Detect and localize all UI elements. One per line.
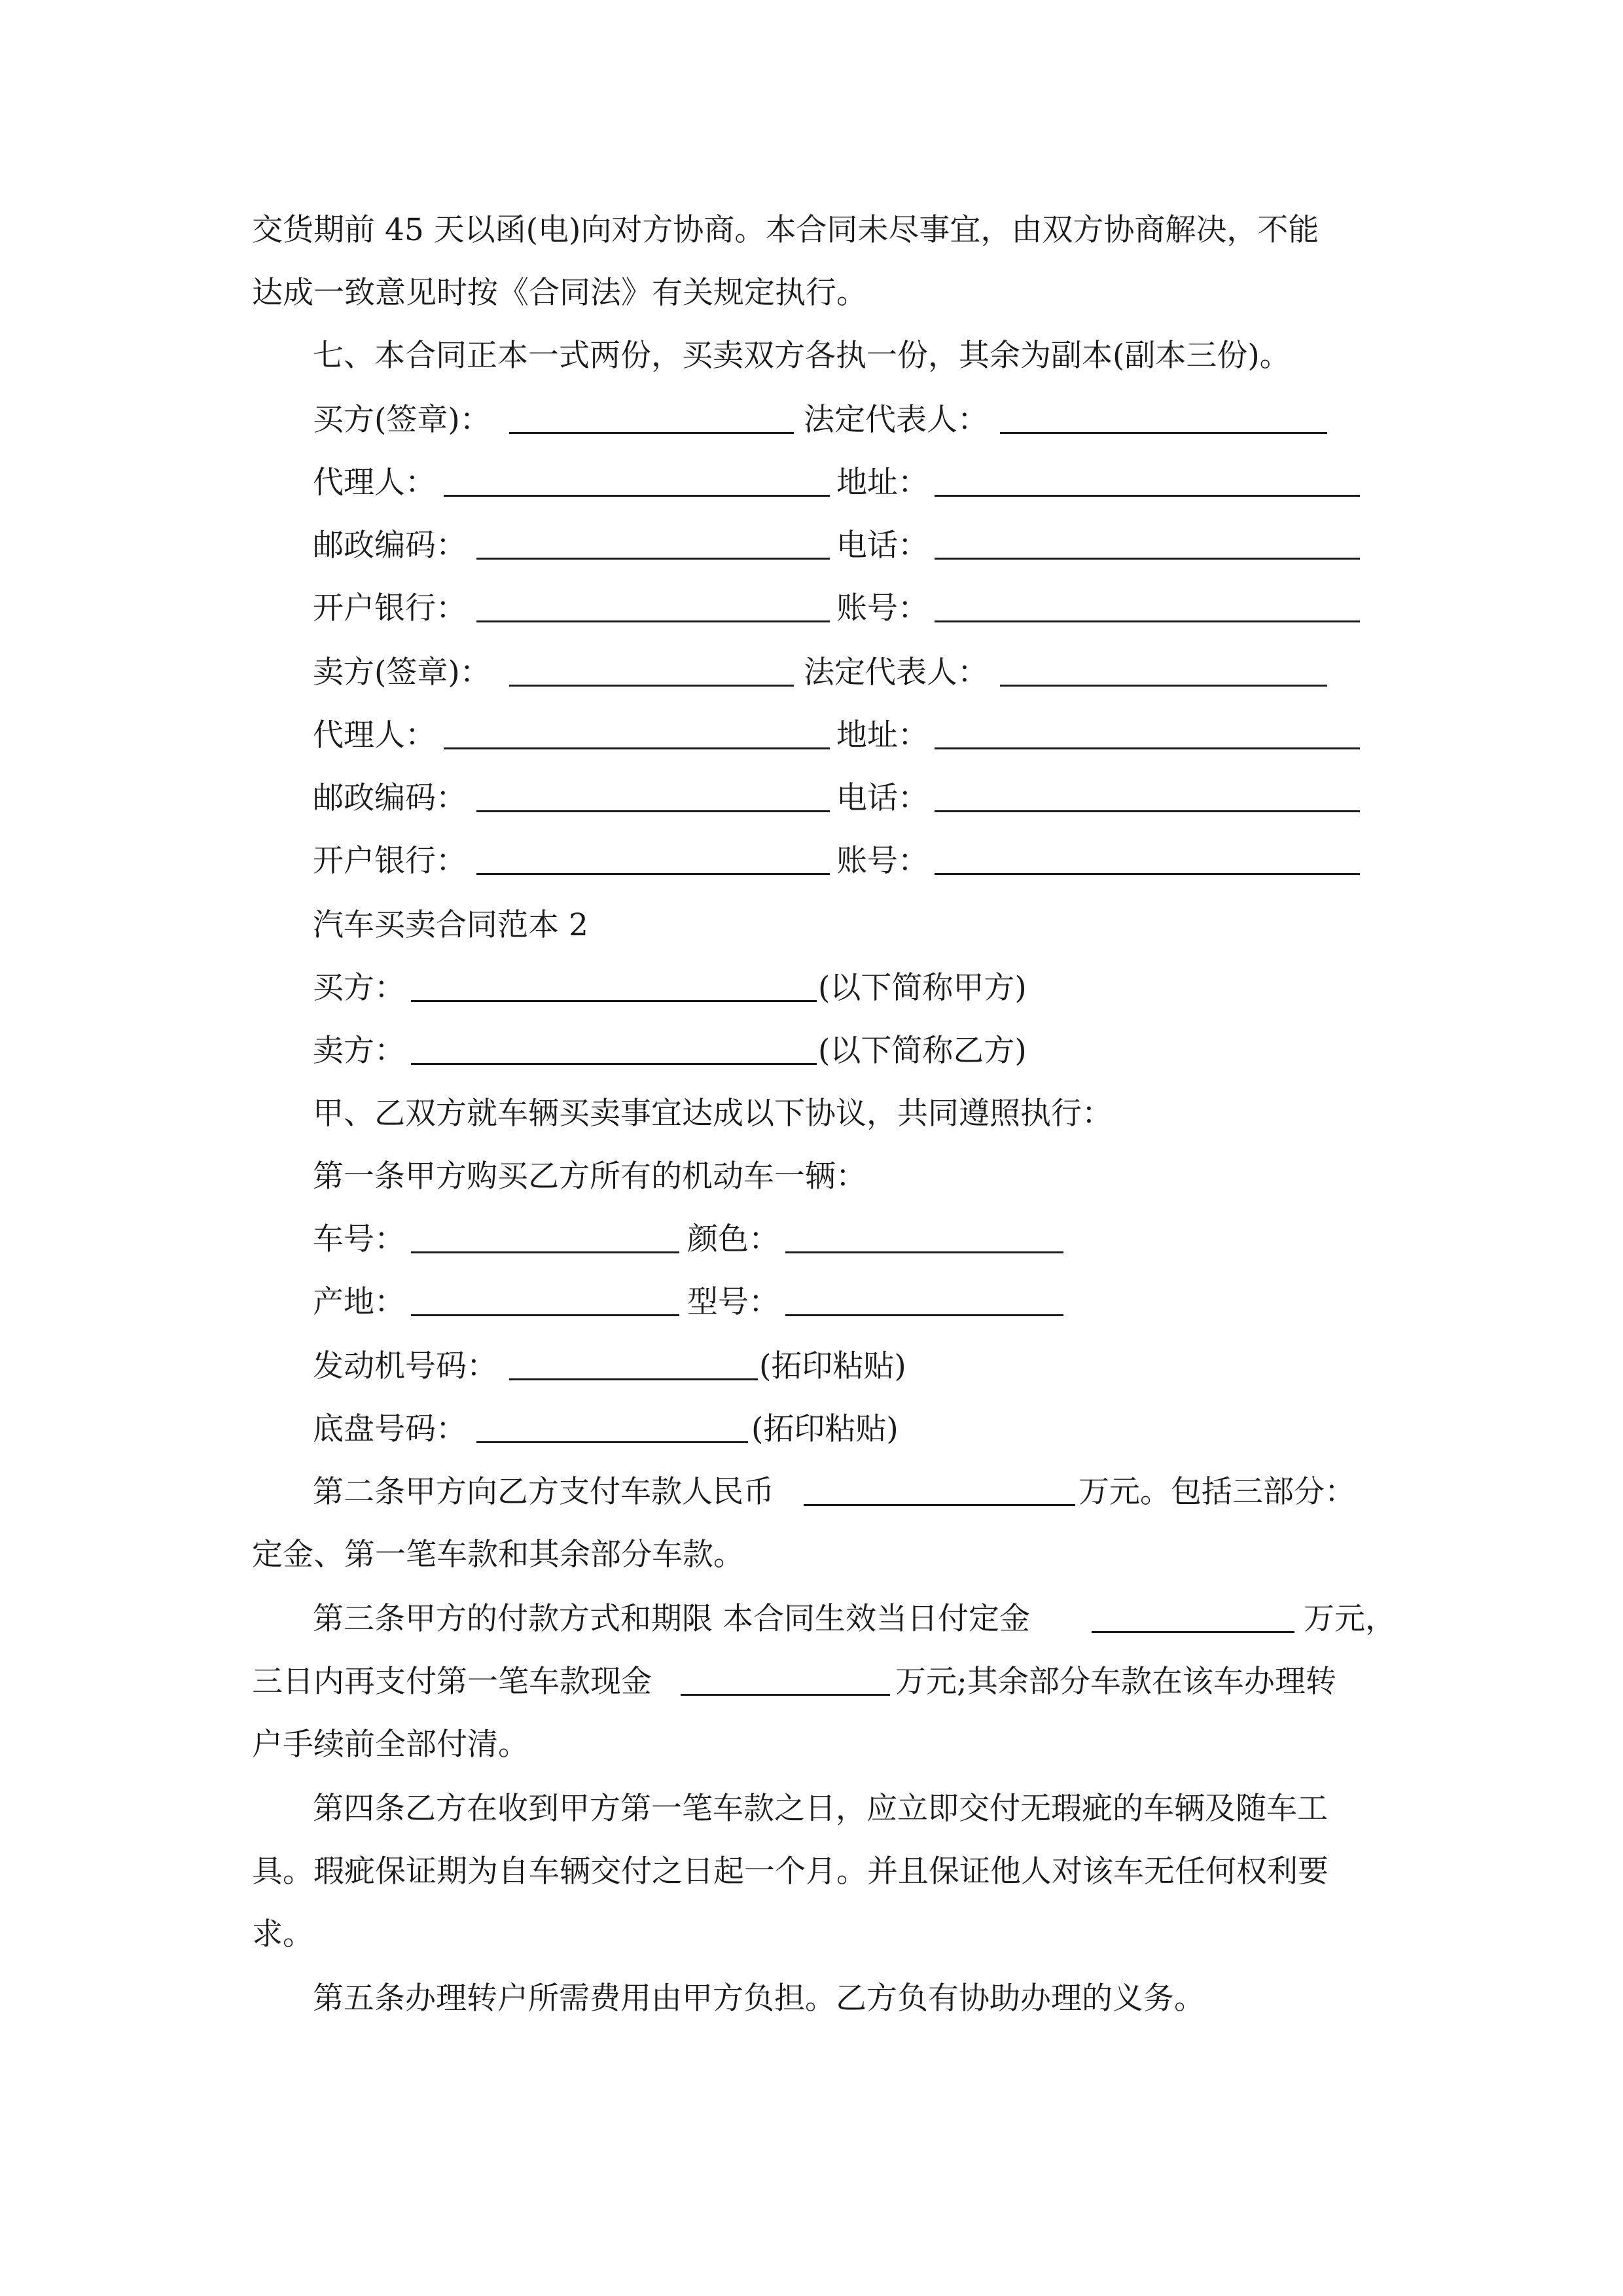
contract2-title: 汽车买卖合同范本 2 — [313, 907, 588, 943]
seller-postcode-blank[interactable] — [476, 779, 830, 812]
seller-account-blank[interactable] — [935, 842, 1360, 875]
c2-article3-b: 万元， — [1304, 1601, 1396, 1637]
buyer-legal-rep-label: 法定代表人： — [804, 402, 988, 438]
seller-phone-label: 电话： — [836, 780, 929, 816]
c2-chassis-label: 底盘号码： — [313, 1411, 467, 1447]
buyer-bank-blank[interactable] — [476, 589, 830, 622]
buyer-account-label: 账号： — [836, 590, 929, 626]
c2-article4-a: 第四条乙方在收到甲方第一笔车款之日，应立即交付无瑕疵的车辆及随车工 — [313, 1791, 1328, 1827]
seller-bank-label: 开户银行： — [313, 843, 467, 879]
c2-article3-e: 户手续前全部付清。 — [252, 1727, 529, 1763]
c2-model-label: 型号： — [687, 1284, 779, 1320]
c2-plate-label: 车号： — [313, 1221, 405, 1257]
c2-article2-a: 第二条甲方向乙方支付车款人民币 — [313, 1474, 774, 1510]
c2-article5: 第五条办理转户所需费用由甲方负担。乙方负有协助办理的义务。 — [313, 1981, 1205, 2017]
c2-engine-note: (拓印粘贴) — [759, 1348, 906, 1384]
seller-legal-rep-blank[interactable] — [1000, 653, 1327, 687]
seller-postcode-label: 邮政编码： — [313, 780, 467, 816]
seller-sign-label: 卖方(签章)： — [313, 655, 491, 691]
c2-article3-a: 第三条甲方的付款方式和期限 本合同生效当日付定金 — [313, 1601, 1030, 1637]
c2-engine-label: 发动机号码： — [313, 1348, 497, 1384]
c2-article3-d: 万元;其余部分车款在该车办理转 — [895, 1664, 1336, 1700]
c2-article3-blank2[interactable] — [681, 1662, 890, 1696]
c2-article1: 第一条甲方购买乙方所有的机动车一辆： — [313, 1158, 866, 1194]
c2-intro: 甲、乙双方就车辆买卖事宜达成以下协议，共同遵照执行： — [313, 1096, 1113, 1132]
seller-phone-blank[interactable] — [935, 779, 1360, 812]
paragraph-line: 七、本合同正本一式两份，买卖双方各执一份，其余为副本(副本三份)。 — [313, 338, 1291, 374]
seller-agent-label: 代理人： — [313, 717, 436, 753]
c2-buyer-blank[interactable] — [411, 969, 817, 1002]
seller-legal-rep-label: 法定代表人： — [804, 655, 988, 691]
c2-article2-blank[interactable] — [804, 1473, 1075, 1506]
seller-address-label: 地址： — [836, 717, 929, 753]
c2-seller-blank[interactable] — [411, 1031, 817, 1065]
c2-article2-b: 万元。包括三部分： — [1079, 1474, 1355, 1510]
buyer-legal-rep-blank[interactable] — [1000, 401, 1327, 434]
seller-bank-blank[interactable] — [476, 842, 830, 875]
c2-color-label: 颜色： — [687, 1221, 779, 1257]
c2-origin-label: 产地： — [313, 1284, 405, 1320]
c2-article4-c: 求。 — [252, 1916, 313, 1952]
c2-article3-blank1[interactable] — [1092, 1600, 1294, 1633]
seller-agent-blank[interactable] — [444, 716, 830, 749]
seller-address-blank[interactable] — [935, 716, 1360, 749]
buyer-postcode-label: 邮政编码： — [313, 528, 467, 564]
buyer-postcode-blank[interactable] — [476, 526, 830, 560]
c2-article4-b: 具。瑕疵保证期为自车辆交付之日起一个月。并且保证他人对该车无任何权利要 — [252, 1854, 1329, 1890]
buyer-sign-label: 买方(签章)： — [313, 402, 491, 438]
c2-article3-c: 三日内再支付第一笔车款现金 — [252, 1664, 652, 1700]
buyer-address-blank[interactable] — [935, 463, 1360, 497]
buyer-agent-blank[interactable] — [444, 463, 830, 497]
c2-seller-note: (以下简称乙方) — [818, 1033, 1027, 1069]
buyer-bank-label: 开户银行： — [313, 590, 467, 626]
c2-seller-label: 卖方： — [313, 1033, 405, 1069]
paragraph-line: 交货期前 45 天以函(电)向对方协商。本合同未尽事宜，由双方协商解决，不能 — [252, 212, 1319, 248]
buyer-phone-label: 电话： — [836, 528, 929, 564]
paragraph-line: 达成一致意见时按《合同法》有关规定执行。 — [252, 275, 867, 311]
c2-engine-blank[interactable] — [509, 1347, 758, 1380]
c2-chassis-note: (拓印粘贴) — [751, 1411, 899, 1447]
c2-model-blank[interactable] — [785, 1283, 1063, 1316]
buyer-sign-row — [313, 401, 491, 440]
c2-origin-blank[interactable] — [411, 1283, 679, 1316]
c2-color-blank[interactable] — [785, 1220, 1063, 1253]
seller-sign-blank[interactable] — [509, 653, 794, 687]
buyer-account-blank[interactable] — [935, 589, 1360, 622]
c2-article2-c: 定金、第一笔车款和其余部分车款。 — [252, 1537, 744, 1573]
c2-buyer-label: 买方： — [313, 970, 405, 1006]
buyer-address-label: 地址： — [836, 465, 929, 501]
buyer-phone-blank[interactable] — [935, 526, 1360, 560]
buyer-agent-label: 代理人： — [313, 465, 436, 501]
c2-buyer-note: (以下简称甲方) — [818, 970, 1027, 1006]
seller-account-label: 账号： — [836, 843, 929, 879]
buyer-sign-blank[interactable] — [509, 401, 794, 434]
c2-chassis-blank[interactable] — [476, 1410, 748, 1443]
c2-plate-blank[interactable] — [411, 1220, 679, 1253]
